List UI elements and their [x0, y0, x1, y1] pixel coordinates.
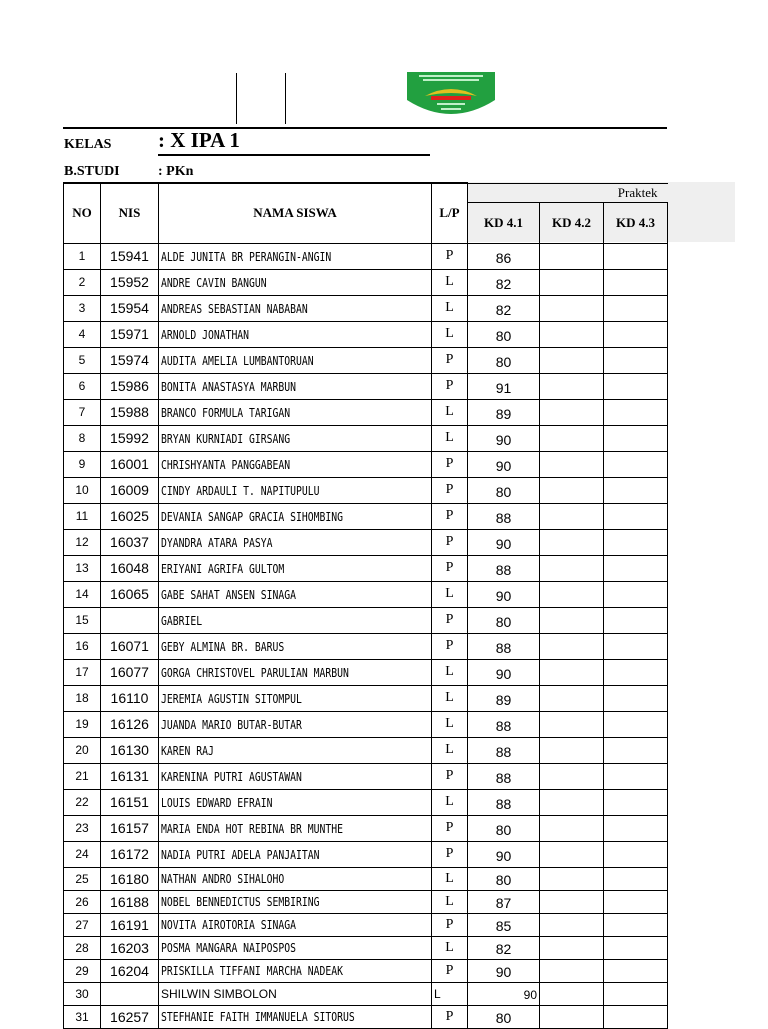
cell-kd42: [540, 321, 604, 347]
cell-kd42: [540, 737, 604, 763]
col-header-kd43: KD 4.3: [604, 202, 668, 243]
cell-no: 16: [64, 633, 101, 659]
cell-kd42: [540, 890, 604, 913]
cell-no: 18: [64, 685, 101, 711]
cell-lp: L: [432, 982, 468, 1005]
student-name: GORGA CHRISTOVEL PARULIAN MARBUN: [161, 664, 349, 680]
col-header-nama: NAMA SISWA: [159, 183, 432, 243]
cell-lp: P: [432, 555, 468, 581]
cell-kd42: [540, 243, 604, 269]
student-name: GABRIEL: [161, 612, 203, 628]
table-row: [64, 529, 668, 555]
table-row: [64, 633, 668, 659]
col-header-lp: L/P: [432, 183, 468, 243]
cell-kd42: [540, 789, 604, 815]
cell-lp: P: [432, 607, 468, 633]
cell-kd42: [540, 633, 604, 659]
cell-no: 13: [64, 555, 101, 581]
cell-kd42: [540, 841, 604, 867]
cell-kd43: [604, 913, 668, 936]
cell-kd43: [604, 1005, 668, 1028]
student-name: BRYAN KURNIADI GIRSANG: [161, 430, 291, 446]
cell-lp: P: [432, 477, 468, 503]
cell-lp: P: [432, 913, 468, 936]
cell-no: 9: [64, 451, 101, 477]
cell-kd43: [604, 659, 668, 685]
cell-lp: L: [432, 737, 468, 763]
cell-kd43: [604, 243, 668, 269]
cell-nis: 16191: [101, 913, 159, 936]
col-header-no: NO: [64, 183, 101, 243]
cell-nis: 15941: [101, 243, 159, 269]
cell-no: 20: [64, 737, 101, 763]
header-rule-top: [63, 127, 667, 129]
cell-nis: [101, 982, 159, 1005]
cell-kd43: [604, 529, 668, 555]
cell-kd41: 88: [468, 737, 540, 763]
cell-nis: 16131: [101, 763, 159, 789]
cell-nama-siswa: [159, 503, 432, 529]
cell-nama-siswa: [159, 633, 432, 659]
student-name: GABE SAHAT ANSEN SINAGA: [161, 586, 297, 602]
cell-lp: L: [432, 789, 468, 815]
cell-kd42: [540, 477, 604, 503]
table-row: [64, 477, 668, 503]
header-rule-kelas: [158, 154, 430, 156]
table-row: [64, 913, 668, 936]
cell-kd41: 82: [468, 269, 540, 295]
cell-no: 15: [64, 607, 101, 633]
cell-nama-siswa: [159, 269, 432, 295]
table-row: [64, 321, 668, 347]
col-header-kd42: KD 4.2: [540, 202, 604, 243]
student-name: ANDRE CAVIN BANGUN: [161, 274, 267, 290]
cell-kd43: [604, 890, 668, 913]
cell-kd41: 90: [468, 841, 540, 867]
cell-kd43: [604, 321, 668, 347]
cell-lp: L: [432, 711, 468, 737]
cell-kd41: 90: [468, 451, 540, 477]
cell-kd41: 85: [468, 913, 540, 936]
cell-kd42: [540, 503, 604, 529]
cell-nama-siswa: [159, 555, 432, 581]
cell-kd42: [540, 867, 604, 890]
table-row: [64, 399, 668, 425]
table-row: [64, 581, 668, 607]
cell-kd42: [540, 913, 604, 936]
student-name: DEVANIA SANGAP GRACIA SIHOMBING: [161, 508, 343, 524]
table-row: [64, 425, 668, 451]
cell-no: 1: [64, 243, 101, 269]
cell-no: 28: [64, 936, 101, 959]
cell-nama-siswa: [159, 841, 432, 867]
student-name: NATHAN ANDRO SIHALOHO: [161, 871, 285, 886]
student-name: NOBEL BENNEDICTUS SEMBIRING: [161, 894, 320, 909]
cell-nama-siswa: [159, 373, 432, 399]
cell-nis: 15954: [101, 295, 159, 321]
cell-lp: L: [432, 295, 468, 321]
cell-nis: 15971: [101, 321, 159, 347]
table-row: [64, 659, 668, 685]
cell-kd43: [604, 982, 668, 1005]
cell-nis: 16037: [101, 529, 159, 555]
cell-kd41: 90: [468, 529, 540, 555]
cell-kd41: 80: [468, 347, 540, 373]
cell-lp: P: [432, 503, 468, 529]
table-row: [64, 815, 668, 841]
cell-nama-siswa: [159, 529, 432, 555]
cell-lp: P: [432, 841, 468, 867]
cell-nama-siswa: [159, 477, 432, 503]
table-row: [64, 607, 668, 633]
cell-nama-siswa: [159, 347, 432, 373]
cell-kd41: 90: [468, 581, 540, 607]
table-row: [64, 737, 668, 763]
cell-nama-siswa: [159, 321, 432, 347]
table-row: [64, 373, 668, 399]
cell-kd41: 90: [468, 982, 540, 1005]
student-name: KARENINA PUTRI AGUSTAWAN: [161, 768, 302, 784]
cell-kd42: [540, 425, 604, 451]
cell-kd41: 88: [468, 633, 540, 659]
table-row: [64, 867, 668, 890]
student-name: POSMA MANGARA NAIPOSPOS: [161, 940, 297, 955]
cell-nama-siswa: [159, 789, 432, 815]
cell-nama-siswa: [159, 451, 432, 477]
cell-nama-siswa: [159, 399, 432, 425]
kelas-value: : X IPA 1: [158, 128, 240, 152]
cell-kd43: [604, 633, 668, 659]
cell-lp: P: [432, 451, 468, 477]
cell-no: 19: [64, 711, 101, 737]
cell-nama-siswa: [159, 243, 432, 269]
cell-kd43: [604, 711, 668, 737]
cell-no: 30: [64, 982, 101, 1005]
student-name: CHRISHYANTA PANGGABEAN: [161, 456, 291, 472]
student-name: CINDY ARDAULI T. NAPITUPULU: [161, 482, 320, 498]
table-row: [64, 711, 668, 737]
student-name: BONITA ANASTASYA MARBUN: [161, 378, 297, 394]
cell-nama-siswa: [159, 711, 432, 737]
student-name: JUANDA MARIO BUTAR-BUTAR: [161, 716, 302, 732]
cell-nama-siswa: [159, 685, 432, 711]
cell-kd41: 89: [468, 399, 540, 425]
cell-nis: 16188: [101, 890, 159, 913]
cell-kd43: [604, 763, 668, 789]
cell-nis: 15986: [101, 373, 159, 399]
table-row: [64, 347, 668, 373]
col-header-nis: NIS: [101, 183, 159, 243]
cell-lp: P: [432, 243, 468, 269]
cell-kd42: [540, 451, 604, 477]
cell-kd43: [604, 685, 668, 711]
cell-kd43: [604, 737, 668, 763]
cell-no: 31: [64, 1005, 101, 1028]
cell-nis: 15988: [101, 399, 159, 425]
cell-kd42: [540, 815, 604, 841]
cell-no: 8: [64, 425, 101, 451]
cell-kd43: [604, 295, 668, 321]
cell-nama-siswa: [159, 1005, 432, 1028]
cell-kd43: [604, 936, 668, 959]
cell-kd43: [604, 555, 668, 581]
cell-nama-siswa: [159, 936, 432, 959]
cell-lp: P: [432, 633, 468, 659]
cell-nama-siswa: [159, 867, 432, 890]
cell-nama-siswa: [159, 959, 432, 982]
cell-kd41: 80: [468, 477, 540, 503]
cell-nama-siswa: [159, 815, 432, 841]
cell-nis: 15992: [101, 425, 159, 451]
header-divider-left: [236, 73, 237, 124]
cell-lp: L: [432, 399, 468, 425]
student-name: NOVITA AIROTORIA SINAGA: [161, 917, 297, 932]
cell-kd41: 90: [468, 959, 540, 982]
cell-nama-siswa: [159, 659, 432, 685]
cell-kd41: 88: [468, 503, 540, 529]
student-name: STEFHANIE FAITH IMMANUELA SITORUS: [161, 1009, 355, 1024]
student-name: NADIA PUTRI ADELA PANJAITAN: [161, 846, 320, 862]
kelas-label: KELAS: [64, 137, 112, 152]
table-row: [64, 763, 668, 789]
cell-no: 4: [64, 321, 101, 347]
cell-kd42: [540, 607, 604, 633]
cell-nis: 16126: [101, 711, 159, 737]
cell-no: 27: [64, 913, 101, 936]
cell-kd42: [540, 1005, 604, 1028]
cell-kd42: [540, 936, 604, 959]
cell-kd42: [540, 982, 604, 1005]
cell-no: 17: [64, 659, 101, 685]
cell-kd43: [604, 789, 668, 815]
cell-kd42: [540, 373, 604, 399]
cell-lp: L: [432, 321, 468, 347]
student-name: ERIYANI AGRIFA GULTOM: [161, 560, 285, 576]
cell-kd41: 88: [468, 763, 540, 789]
cell-no: 2: [64, 269, 101, 295]
cell-lp: P: [432, 763, 468, 789]
cell-kd41: 80: [468, 815, 540, 841]
school-emblem-icon: [405, 70, 497, 120]
cell-kd43: [604, 867, 668, 890]
praktek-group-header: Praktek: [468, 183, 668, 202]
cell-nama-siswa: [159, 425, 432, 451]
cell-nis: 16172: [101, 841, 159, 867]
cell-nama-siswa: [159, 982, 432, 1005]
cell-nama-siswa: [159, 295, 432, 321]
table-row: [64, 789, 668, 815]
cell-nama-siswa: [159, 581, 432, 607]
cell-no: 12: [64, 529, 101, 555]
cell-nis: 16009: [101, 477, 159, 503]
cell-kd42: [540, 711, 604, 737]
header-divider-right: [285, 73, 286, 124]
cell-nama-siswa: [159, 607, 432, 633]
table-row: [64, 890, 668, 913]
cell-no: 29: [64, 959, 101, 982]
cell-kd43: [604, 815, 668, 841]
cell-kd43: [604, 269, 668, 295]
cell-no: 10: [64, 477, 101, 503]
cell-no: 7: [64, 399, 101, 425]
cell-lp: P: [432, 373, 468, 399]
cell-nis: 16001: [101, 451, 159, 477]
cell-no: 24: [64, 841, 101, 867]
student-name: ANDREAS SEBASTIAN NABABAN: [161, 300, 308, 316]
cell-kd41: 90: [468, 659, 540, 685]
cell-nis: 16110: [101, 685, 159, 711]
cell-kd42: [540, 659, 604, 685]
cell-lp: L: [432, 890, 468, 913]
cell-nis: 16203: [101, 936, 159, 959]
cell-kd41: 87: [468, 890, 540, 913]
bstudi-value: : PKn: [158, 164, 194, 179]
table-row: [64, 243, 668, 269]
cell-kd41: 82: [468, 936, 540, 959]
table-row: [64, 982, 668, 1005]
cell-kd42: [540, 529, 604, 555]
cell-lp: P: [432, 815, 468, 841]
cell-lp: L: [432, 269, 468, 295]
cell-lp: L: [432, 581, 468, 607]
cell-kd42: [540, 555, 604, 581]
cell-lp: P: [432, 529, 468, 555]
student-name: MARIA ENDA HOT REBINA BR MUNTHE: [161, 820, 343, 836]
table-row: [64, 959, 668, 982]
cell-lp: L: [432, 936, 468, 959]
cell-no: 3: [64, 295, 101, 321]
cell-nama-siswa: [159, 737, 432, 763]
cell-kd41: 88: [468, 555, 540, 581]
student-name: LOUIS EDWARD EFRAIN: [161, 794, 273, 810]
cell-kd42: [540, 399, 604, 425]
cell-lp: L: [432, 659, 468, 685]
bstudi-label: B.STUDI: [64, 164, 120, 179]
table-row: [64, 451, 668, 477]
cell-kd41: 86: [468, 243, 540, 269]
cell-nis: 15952: [101, 269, 159, 295]
student-name: JEREMIA AGUSTIN SITOMPUL: [161, 690, 302, 706]
cell-nis: 16025: [101, 503, 159, 529]
student-name: BRANCO FORMULA TARIGAN: [161, 404, 291, 420]
cell-kd41: 80: [468, 1005, 540, 1028]
table-row: [64, 269, 668, 295]
cell-nis: 16048: [101, 555, 159, 581]
student-name: SHILWIN SIMBOLON: [161, 987, 277, 1001]
cell-kd42: [540, 959, 604, 982]
cell-lp: L: [432, 425, 468, 451]
cell-nis: 16151: [101, 789, 159, 815]
cell-kd43: [604, 959, 668, 982]
cell-kd41: 89: [468, 685, 540, 711]
cell-no: 23: [64, 815, 101, 841]
cell-kd43: [604, 841, 668, 867]
cell-no: 6: [64, 373, 101, 399]
col-header-kd41: KD 4.1: [468, 202, 540, 243]
student-name: AUDITA AMELIA LUMBANTORUAN: [161, 352, 314, 368]
cell-no: 25: [64, 867, 101, 890]
cell-kd43: [604, 581, 668, 607]
cell-kd43: [604, 451, 668, 477]
cell-lp: L: [432, 685, 468, 711]
cell-kd42: [540, 295, 604, 321]
table-row: [64, 1005, 668, 1028]
cell-kd42: [540, 347, 604, 373]
cell-nis: 16204: [101, 959, 159, 982]
student-grades-table: [63, 182, 668, 1029]
cell-nis: 15974: [101, 347, 159, 373]
table-row: [64, 295, 668, 321]
cell-nis: 16077: [101, 659, 159, 685]
student-name: DYANDRA ATARA PASYA: [161, 534, 273, 550]
student-name: ARNOLD JONATHAN: [161, 326, 250, 342]
cell-kd41: 90: [468, 425, 540, 451]
cell-lp: P: [432, 959, 468, 982]
cell-no: 21: [64, 763, 101, 789]
cell-kd43: [604, 477, 668, 503]
cell-nis: 16065: [101, 581, 159, 607]
cell-kd43: [604, 607, 668, 633]
cell-nis: 16130: [101, 737, 159, 763]
cell-kd41: 80: [468, 607, 540, 633]
cell-nama-siswa: [159, 913, 432, 936]
cell-kd42: [540, 763, 604, 789]
student-name: GEBY ALMINA BR. BARUS: [161, 638, 285, 654]
cell-kd42: [540, 269, 604, 295]
cell-kd42: [540, 581, 604, 607]
cell-no: 5: [64, 347, 101, 373]
cell-nis: 16180: [101, 867, 159, 890]
cell-lp: P: [432, 347, 468, 373]
cell-nis: [101, 607, 159, 633]
cell-kd43: [604, 425, 668, 451]
table-body: [64, 243, 668, 1028]
cell-kd41: 80: [468, 867, 540, 890]
cell-nis: 16157: [101, 815, 159, 841]
cell-kd41: 91: [468, 373, 540, 399]
cell-no: 22: [64, 789, 101, 815]
student-name: PRISKILLA TIFFANI MARCHA NADEAK: [161, 963, 343, 978]
cell-kd41: 88: [468, 711, 540, 737]
cell-no: 26: [64, 890, 101, 913]
cell-nama-siswa: [159, 763, 432, 789]
cell-kd43: [604, 399, 668, 425]
cell-lp: P: [432, 1005, 468, 1028]
cell-nama-siswa: [159, 890, 432, 913]
cell-kd41: 82: [468, 295, 540, 321]
cell-kd43: [604, 373, 668, 399]
table-row: [64, 841, 668, 867]
student-name: ALDE JUNITA BR PERANGIN-ANGIN: [161, 248, 332, 264]
student-name: KAREN RAJ: [161, 742, 214, 758]
table-row: [64, 685, 668, 711]
cell-kd41: 88: [468, 789, 540, 815]
cell-no: 11: [64, 503, 101, 529]
table-row: [64, 936, 668, 959]
cell-kd41: 80: [468, 321, 540, 347]
cell-kd42: [540, 685, 604, 711]
cell-nis: 16071: [101, 633, 159, 659]
cell-kd43: [604, 503, 668, 529]
cell-lp: L: [432, 867, 468, 890]
cell-kd43: [604, 347, 668, 373]
table-row: [64, 555, 668, 581]
cell-no: 14: [64, 581, 101, 607]
table-row: [64, 503, 668, 529]
cell-nis: 16257: [101, 1005, 159, 1028]
